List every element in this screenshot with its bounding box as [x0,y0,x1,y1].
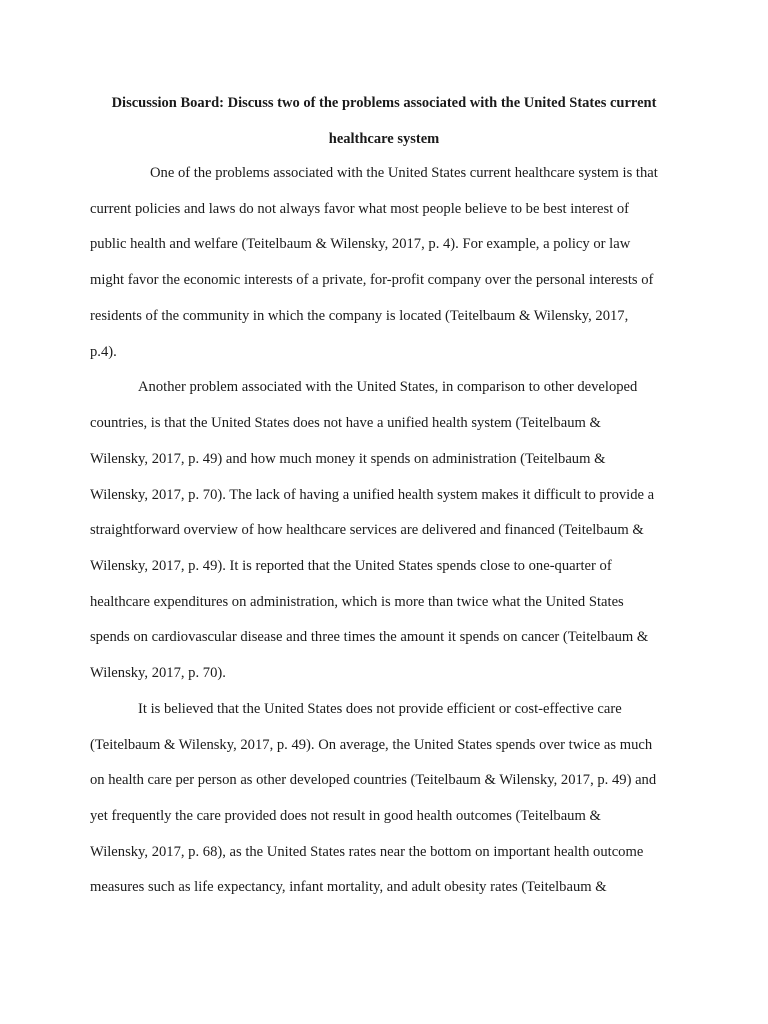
paragraph-2-line-5: straightforward overview of how healthcare services are delivered and financed (Teitelbaum & [90,522,644,538]
paragraph-2-line-8: spends on cardiovascular disease and three times the amount it spends on cancer (Teitelbaum & [90,629,649,645]
paragraph-1-line-3: public health and welfare (Teitelbaum & Wilensky, 2017, p. 4). For example, a policy or law [90,236,631,252]
paragraph-2-line-7: healthcare expenditures on administration, which is more than twice what the United States [90,594,624,610]
paragraph-3-line-1: It is believed that the United States does not provide efficient or cost-effective care [138,701,622,717]
paragraph-3-line-4: yet frequently the care provided does not result in good health outcomes (Teitelbaum & [90,808,601,824]
paragraph-2-line-2: countries, is that the United States does not have a unified health system (Teitelbaum & [90,415,601,431]
paragraph-1-line-4: might favor the economic interests of a private, for-profit company over the personal interests of [90,272,654,288]
paragraph-3-line-6: measures such as life expectancy, infant mortality, and adult obesity rates (Teitelbaum & [90,879,607,895]
document-title-line-2: healthcare system [328,131,440,147]
paragraph-1-line-2: current policies and laws do not always favor what most people believe to be best interest of [90,201,629,217]
paragraph-2-line-1: Another problem associated with the United States, in comparison to other developed [138,379,638,395]
paragraph-3-line-5: Wilensky, 2017, p. 68), as the United States rates near the bottom on important health outcome [90,844,644,860]
paragraph-1-line-1: One of the problems associated with the United States current healthcare system is that [150,165,658,181]
paragraph-2-line-4: Wilensky, 2017, p. 70). The lack of having a unified health system makes it difficult to provide a [90,487,655,503]
paragraph-1-line-6: p.4). [90,344,117,360]
paragraph-3-line-3: on health care per person as other developed countries (Teitelbaum & Wilensky, 2017, p. 49) and [90,772,657,788]
paragraph-1-line-5: residents of the community in which the company is located (Teitelbaum & Wilensky, 2017, [90,308,629,324]
document-title-line-1: Discussion Board: Discuss two of the problems associated with the United States current [111,95,657,111]
paragraph-2-line-6: Wilensky, 2017, p. 49). It is reported that the United States spends close to one-quarter of [90,558,612,574]
paragraph-2-line-3: Wilensky, 2017, p. 49) and how much money it spends on administration (Teitelbaum & [90,451,606,467]
paragraph-2-line-9: Wilensky, 2017, p. 70). [90,665,226,681]
paragraph-3-line-2: (Teitelbaum & Wilensky, 2017, p. 49). On average, the United States spends over twice as much [90,737,653,753]
